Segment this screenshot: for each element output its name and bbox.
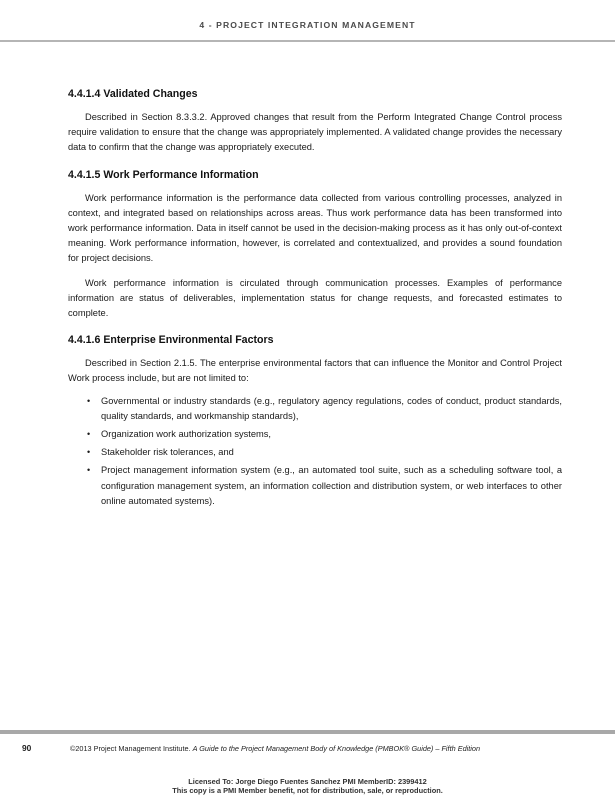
license-notice (0, 778, 615, 795)
list-item (87, 463, 562, 509)
list-item (87, 427, 562, 442)
bullet-icon: • (87, 465, 91, 476)
list-item-text: Organization work authorization systems, (101, 429, 271, 440)
header-rule (0, 40, 615, 42)
section-validated-changes (68, 87, 562, 156)
body-paragraph: Work performance information is the performance data collected from various controlling processes, analyzed in context, and integrated based on relationships across areas. Thus work performance data has been transformed into work performance information. Data in itself cannot be used in the decision-making process as it has only out-of-context meaning. Work performance information, however, is correlated and contextualized, and provides a sound foundation for project decisions. (68, 192, 562, 264)
bullet-icon: • (87, 447, 91, 458)
section-work-performance-information (68, 168, 562, 322)
page-number: 90 (22, 743, 32, 753)
list-item (87, 394, 562, 424)
list-item (87, 445, 562, 460)
section-enterprise-environmental-factors (68, 333, 562, 509)
section-heading: 4.4.1.4 Validated Changes (68, 88, 198, 100)
body-paragraph: Described in Section 2.1.5. The enterprise environmental factors that can influence the Monitor and Control Project Work process include, but are not limited to: (68, 358, 562, 384)
body-paragraph: Work performance information is circulated through communication processes. Examples of performance information are status of deliverables, implementation status for change requests, and forecasted estimates to complete. (68, 277, 562, 319)
page-content (68, 87, 562, 521)
running-head: 4 - PROJECT INTEGRATION MANAGEMENT (199, 20, 416, 30)
license-line: Licensed To: Jorge Diego Fuentes Sanchez PMI MemberID: 2399412 (188, 777, 427, 786)
bullet-list (68, 394, 562, 509)
footer-rule (0, 730, 615, 734)
body-paragraph: Described in Section 8.3.3.2. Approved changes that result from the Perform Integrated Change Control process require validation to ensure that the change was appropriately implemented. A validated change provides the necessary data to confirm that the change was appropriately executed. (68, 112, 562, 153)
footer-credit (70, 744, 480, 753)
list-item-text: Governmental or industry standards (e.g., regulatory agency regulations, codes of conduct, product standards, quality standards, and workmanship standards), (101, 395, 562, 421)
section-heading: 4.4.1.6 Enterprise Environmental Factors (68, 334, 274, 347)
section-heading: 4.4.1.5 Work Performance Information (68, 168, 259, 181)
bullet-icon: • (87, 395, 91, 406)
bullet-icon: • (87, 429, 91, 440)
list-item-text: Stakeholder risk tolerances, and (101, 447, 234, 458)
book-title: A Guide to the Project Management Body of Knowledge (PMBOK® Guide) – Fifth Edition (192, 744, 481, 753)
copyright-text: ©2013 Project Management Institute. (70, 744, 193, 753)
list-item-text: Project management information system (e.g., an automated tool suite, such as a scheduling software tool, a configuration management system, an information collection and distribution system, or web interfaces to other online automated systems). (101, 465, 562, 506)
license-disclaimer: This copy is a PMI Member benefit, not for distribution, sale, or reproduction. (172, 785, 443, 795)
